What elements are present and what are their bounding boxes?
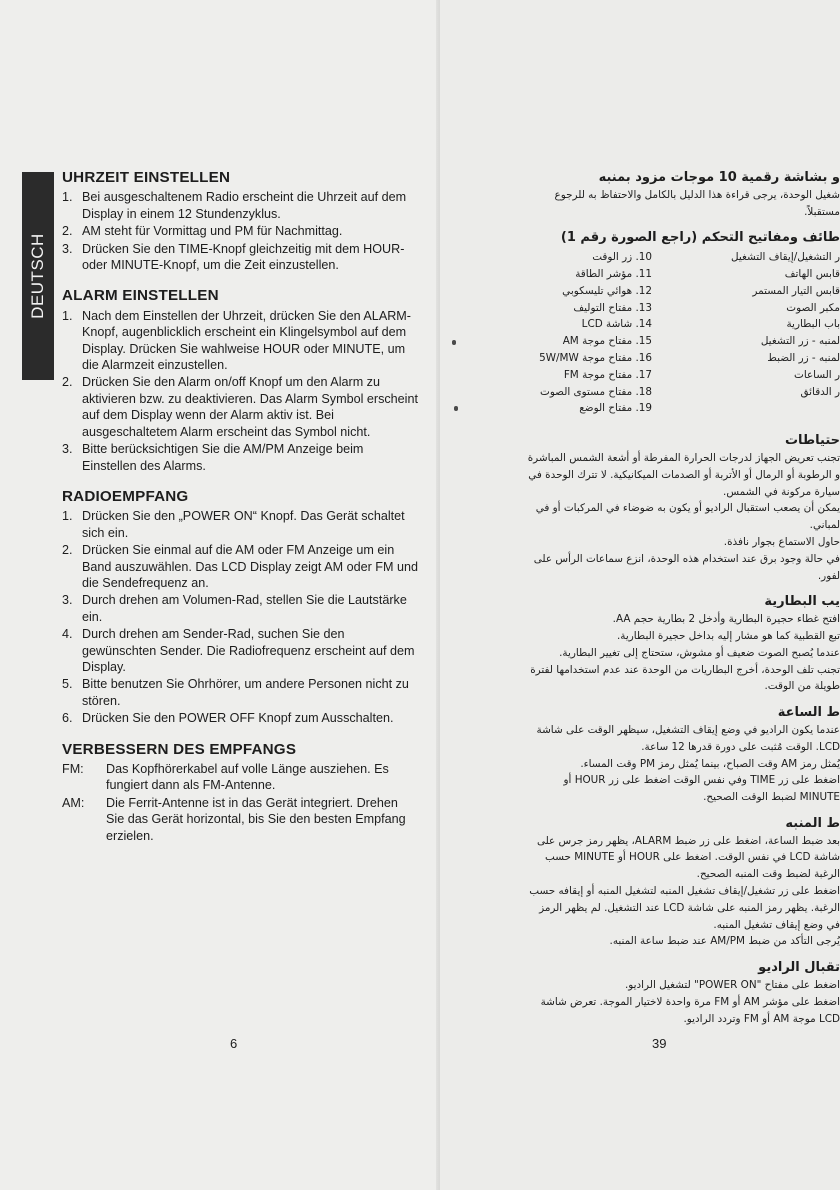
block-title: تقبال الراديو (758, 960, 840, 976)
page-number-left: 6 (230, 1036, 238, 1051)
text-line: لمباني. (809, 519, 840, 532)
control-item: 15. مفتاح موجة AM (562, 335, 652, 348)
control-item: قابس التيار المستمر (752, 284, 840, 297)
control-item: 17. مفتاح موجة FM (563, 368, 652, 381)
controls-list (478, 249, 840, 417)
control-item: 12. هوائي تليسكوبي (562, 284, 652, 297)
text-line: عندما يكون الراديو في وضع إيقاف التشغيل، سيظهر الوقت على شاشة (536, 723, 840, 736)
left-column (62, 170, 418, 859)
text-line: في حالة وجود برق عند استخدام هذه الوحدة، انزع سماعات الرأس على (533, 552, 840, 565)
control-item: باب البطارية (786, 318, 840, 331)
text-line: شغيل الوحدة، يرجى قراءة هذا الدليل بالكامل والاحتفاظ به للرجوع (554, 188, 840, 201)
text-line: بعد ضبط الساعة، اضغط على زر ضبط ALARM، يظهر رمز جرس على (536, 834, 840, 847)
section-title: ALARM EINSTELLEN (62, 287, 219, 305)
list-item: 5. Bitte benutzen Sie Ohrhörer, um andere Personen nicht zu stören. (62, 677, 409, 708)
block-battery (478, 594, 840, 695)
text-line: سيارة مركونة في الشمس. (723, 485, 840, 498)
list-item: 3. Durch drehen am Volumen-Rad, stellen Sie die Lautstärke ein. (62, 593, 407, 624)
section-radio (62, 489, 418, 727)
bullet-mark (454, 406, 458, 411)
control-item: 14. شاشة LCD (581, 318, 652, 331)
text-line: حاول الاستماع بجوار نافذة. (723, 535, 840, 548)
list-item: 1. Nach dem Einstellen der Uhrzeit, drücken Sie den ALARM-Knopf, augenblicklich erscheint ein Klingelsymbol auf dem Display. Drücken Sie wahlweise HOUR oder MINUTE, um die Alarmzeit einzustellen. (62, 308, 411, 373)
list-item: 3. Bitte berücksichtigen Sie die AM/PM Anzeige beim Einstellen des Alarms. (62, 442, 364, 473)
section-reception (62, 742, 418, 844)
block-radio (478, 960, 840, 1027)
language-tab-label: DEUTSCH (28, 233, 47, 319)
block-title: يب البطارية (764, 594, 840, 610)
control-item: لمنبه - زر التشغيل (760, 335, 840, 348)
text-line: LCD. الوقت مُثبت على دورة قدرها 12 ساعة. (641, 740, 840, 753)
control-item: 19. مفتاح الوضع (579, 402, 652, 415)
text-line: افتح غطاء حجيرة البطارية وأدخل 2 بطارية حجم AA. (612, 613, 840, 626)
control-item: لمنبه - زر الضبط (767, 351, 840, 364)
controls-title: طائف ومفاتيح التحكم (راجع الصورة رقم 1) (560, 230, 840, 246)
text-line: اضغط على زر تشغيل/إيقاف تشغيل المنبه لتشغيل المنبه أو إيقافه حسب (529, 885, 840, 898)
list-item: 2. Drücken Sie den Alarm on/off Knopf um den Alarm zu aktivieren bzw. zu deaktivieren. Das Alarm Symbol erscheint auf dem Display wenn der Alarm aktiv ist. Bei ausgeschaltetem Alarm erscheint das Symbol nicht. (62, 375, 418, 439)
text-line: اضغط على زر TIME وفي نفس الوقت اضغط على زر HOUR أو (563, 774, 840, 787)
definition-item: FM: Das Kopfhörerkabel auf volle Länge ausziehen. Es fungiert dann als FM-Antenne. (62, 762, 389, 793)
block-precautions (478, 433, 840, 584)
block-clock (478, 705, 840, 806)
list-item: 1. Drücken Sie den „POWER ON“ Knopf. Das Gerät schaltet sich ein. (62, 509, 405, 540)
list-item: 4. Durch drehen am Sender-Rad, suchen Sie den gewünschten Sender. Die Radiofrequenz erscheint auf dem Display. (62, 627, 415, 674)
text-line: تجنب تلف الوحدة، أخرج البطاريات من الوحدة عند عدم استخدامها لفترة (530, 663, 840, 676)
text-line: شاشة LCD في نفس الوقت. اضغط على HOUR أو MINUTE حسب (545, 851, 840, 864)
section-title: UHRZEIT EINSTELLEN (62, 169, 231, 186)
control-item: ر الدقائق (800, 385, 840, 398)
text-line: LCD موجة AM أو FM وتردد الراديو. (683, 1012, 840, 1025)
block-title: حتياطات (784, 433, 840, 449)
text-line: اضغط على مفتاح "POWER ON" لتشغيل الراديو. (624, 979, 840, 992)
section-title: RADIOEMPFANG (62, 487, 189, 505)
control-item: 16. مفتاح موجة 5W/MW (539, 351, 652, 364)
text-line: يُرجى التأكد من ضبط AM/PM عند ضبط ساعة المنبه. (609, 935, 840, 948)
text-line: عندما يُصبح الصوت ضعيف أو مشوش، ستحتاج إلى تغيير البطارية. (559, 646, 840, 659)
control-item: قابس الهاتف (784, 267, 840, 280)
control-item: 18. مفتاح مستوى الصوت (540, 385, 652, 398)
text-line: يمكن أن يصعب استقبال الراديو أو يكون به ضوضاء في المركبات أو في (535, 502, 840, 515)
text-line: طويلة من الوقت. (764, 680, 840, 693)
list-item: 3. Drücken Sie den TIME-Knopf gleichzeitig mit dem HOUR- oder MINUTE-Knopf, um die Zeit einzustellen. (62, 241, 405, 273)
text-line: يُمثل رمز AM وقت الصباح، بينما يُمثل رمز PM وقت المساء. (580, 757, 840, 770)
text-line: الرغبة لضبط وقت المنبه الصحيح. (696, 868, 840, 881)
text-line: MINUTE لضبط الوقت الصحيح. (703, 791, 840, 804)
control-item: مكبر الصوت (786, 301, 840, 314)
control-item: 10. زر الوقت (592, 251, 652, 264)
list-item: 1. Bei ausgeschaltenem Radio erscheint die Uhrzeit auf dem Display in einem 12 Stundenzyklus. (62, 190, 407, 221)
text-line: اضغط على مؤشر AM أو FM مرة واحدة لاختيار الموجة. تعرض شاشة (540, 995, 840, 1008)
list-item: 2. AM steht für Vormittag und PM für Nachmittag. (62, 224, 343, 239)
block-title: ط المنبه (785, 815, 840, 831)
page-number-right: 39 (652, 1036, 667, 1051)
text-line: في وضع إيقاف تشغيل المنبه. (713, 918, 840, 931)
intro-title: و بشاشة رقمية 10 موجات مزود بمنبه (598, 170, 840, 185)
control-item: ر التشغيل/إيقاف التشغيل (730, 251, 840, 264)
bullet-mark (452, 340, 456, 345)
right-column (478, 170, 840, 1025)
text-line: الرغبة. يظهر رمز المنبه على شاشة LCD عند التشغيل. لم يظهر الرمز (539, 901, 840, 914)
text-line: مستقبلاً. (804, 205, 840, 218)
control-item: 11. مؤشر الطاقة (575, 267, 652, 280)
control-item (666, 400, 840, 417)
section-alarm (62, 288, 418, 473)
text-line: لفور. (817, 569, 840, 582)
section-clock (62, 170, 418, 273)
text-line: و الرطوبة أو الرمال أو الأتربة أو الصدمات الميكانيكية. لا تترك الوحدة في (528, 468, 840, 481)
definition-item: AM: Die Ferrit-Antenne ist in das Gerät integriert. Drehen Sie das Gerät horizontal, bis Sie den besten Empfang erzielen. (62, 795, 406, 843)
text-line: تجنب تعريض الجهاز لدرجات الحرارة المفرطة أو أشعة الشمس المباشرة (527, 451, 840, 464)
list-item: 6. Drücken Sie den POWER OFF Knopf zum Ausschalten. (62, 711, 394, 726)
control-item: 13. مفتاح التوليف (573, 301, 652, 314)
block-alarm (478, 816, 840, 950)
control-item: ر الساعات (794, 368, 840, 381)
list-item: 2. Drücken Sie einmal auf die AM oder FM Anzeige um ein Band auszuwählen. Das LCD Display zeigt AM oder FM und die Sendefrequenz an. (62, 543, 418, 590)
text-line: تبع القطبية كما هو مشار إليه بداخل حجيرة البطارية. (616, 629, 840, 642)
section-title: VERBESSERN DES EMPFANGS (62, 740, 297, 758)
block-title: ط الساعة (777, 705, 840, 721)
